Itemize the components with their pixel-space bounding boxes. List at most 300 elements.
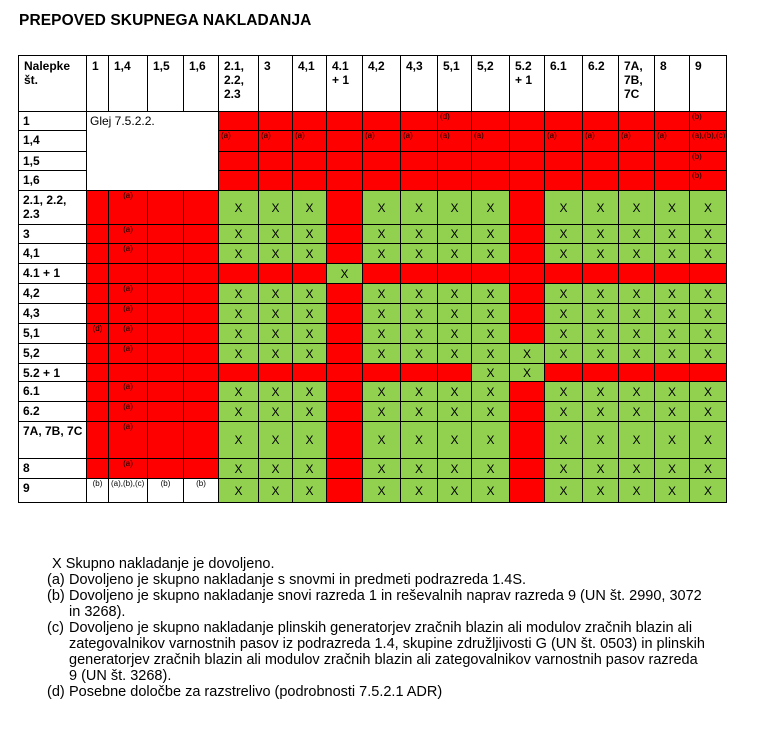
allowed-cell: X bbox=[545, 402, 583, 422]
prohibited-cell bbox=[293, 364, 327, 382]
row-header: 6.1 bbox=[19, 382, 87, 402]
allowed-cell: X bbox=[363, 284, 401, 304]
footnote-mark: (a) bbox=[221, 131, 231, 140]
allowed-cell: X bbox=[690, 225, 727, 244]
legend-item bbox=[47, 684, 707, 700]
footnote-mark: (a) bbox=[657, 131, 667, 140]
allowed-cell: X bbox=[327, 264, 363, 284]
allowed-cell: X bbox=[259, 479, 293, 503]
allowed-cell: X bbox=[293, 459, 327, 479]
prohibited-cell bbox=[327, 112, 363, 131]
footnote-mark: (a) bbox=[123, 225, 133, 234]
column-header: 4,1 bbox=[293, 56, 327, 112]
prohibited-cell bbox=[148, 422, 184, 459]
prohibited-cell bbox=[87, 422, 109, 459]
legend bbox=[47, 556, 707, 700]
allowed-cell: X bbox=[472, 479, 510, 503]
prohibited-cell bbox=[510, 191, 545, 225]
prohibited-cell bbox=[583, 171, 619, 191]
prohibited-cell bbox=[510, 244, 545, 264]
allowed-cell: X bbox=[219, 459, 259, 479]
allowed-cell: X bbox=[583, 402, 619, 422]
prohibited-cell bbox=[87, 284, 109, 304]
allowed-cell: X bbox=[472, 284, 510, 304]
allowed-cell: X bbox=[363, 479, 401, 503]
prohibited-cell bbox=[109, 324, 148, 344]
allowed-cell: X bbox=[259, 382, 293, 402]
allowed-cell: X bbox=[401, 244, 438, 264]
prohibited-cell bbox=[619, 364, 655, 382]
allowed-cell: X bbox=[219, 422, 259, 459]
prohibited-cell bbox=[148, 344, 184, 364]
prohibited-cell bbox=[148, 264, 184, 284]
allowed-cell: X bbox=[583, 225, 619, 244]
allowed-cell: X bbox=[619, 402, 655, 422]
allowed-cell: X bbox=[363, 225, 401, 244]
column-header: 1,6 bbox=[184, 56, 219, 112]
allowed-cell: X bbox=[363, 382, 401, 402]
prohibited-cell bbox=[327, 284, 363, 304]
column-header: 4,3 bbox=[401, 56, 438, 112]
prohibited-cell bbox=[510, 112, 545, 131]
allowed-cell: X bbox=[583, 191, 619, 225]
legend-text: Posebne določbe za razstrelivo (podrobnosti 7.5.2.1 ADR) bbox=[69, 684, 443, 700]
row-header: 3 bbox=[19, 225, 87, 244]
allowed-cell: X bbox=[438, 382, 472, 402]
column-header: 4.1 + 1 bbox=[327, 56, 363, 112]
prohibited-cell bbox=[293, 112, 327, 131]
prohibited-cell bbox=[619, 112, 655, 131]
allowed-cell: X bbox=[259, 402, 293, 422]
footnote-mark: (a) bbox=[261, 131, 271, 140]
allowed-cell: X bbox=[363, 422, 401, 459]
see-note-cell: Glej 7.5.2.2. bbox=[87, 112, 219, 191]
allowed-cell: X bbox=[655, 324, 690, 344]
column-header: 2.1, 2.2, 2.3 bbox=[219, 56, 259, 112]
prohibited-cell bbox=[109, 264, 148, 284]
column-header: 1,5 bbox=[148, 56, 184, 112]
allowed-cell: X bbox=[655, 402, 690, 422]
allowed-cell: X bbox=[219, 324, 259, 344]
allowed-cell: X bbox=[219, 479, 259, 503]
row-header: 4.1 + 1 bbox=[19, 264, 87, 284]
table-cell bbox=[109, 479, 148, 503]
prohibited-cell bbox=[87, 459, 109, 479]
prohibited-cell bbox=[363, 364, 401, 382]
prohibited-cell bbox=[510, 284, 545, 304]
allowed-cell: X bbox=[293, 304, 327, 324]
prohibited-cell bbox=[401, 171, 438, 191]
table-row bbox=[19, 284, 727, 304]
prohibited-cell bbox=[148, 284, 184, 304]
prohibited-cell bbox=[583, 264, 619, 284]
allowed-cell: X bbox=[293, 479, 327, 503]
prohibited-cell bbox=[363, 264, 401, 284]
table-row bbox=[19, 264, 727, 284]
prohibited-cell bbox=[87, 264, 109, 284]
page-title: PREPOVED SKUPNEGA NAKLADANJA bbox=[19, 12, 312, 29]
footnote-mark: (a),(b),(c) bbox=[692, 131, 726, 140]
prohibited-cell bbox=[184, 191, 219, 225]
allowed-cell: X bbox=[655, 225, 690, 244]
prohibited-cell bbox=[259, 171, 293, 191]
allowed-cell: X bbox=[219, 382, 259, 402]
allowed-cell: X bbox=[293, 324, 327, 344]
allowed-cell: X bbox=[619, 422, 655, 459]
prohibited-cell bbox=[363, 131, 401, 152]
prohibited-cell bbox=[690, 131, 727, 152]
allowed-cell: X bbox=[619, 479, 655, 503]
prohibited-cell bbox=[109, 191, 148, 225]
prohibited-cell bbox=[184, 459, 219, 479]
prohibited-cell bbox=[510, 422, 545, 459]
allowed-cell: X bbox=[363, 402, 401, 422]
prohibited-cell bbox=[327, 459, 363, 479]
prohibited-cell bbox=[327, 191, 363, 225]
prohibited-cell bbox=[109, 304, 148, 324]
prohibited-cell bbox=[109, 422, 148, 459]
allowed-cell: X bbox=[401, 225, 438, 244]
prohibited-cell bbox=[510, 479, 545, 503]
allowed-cell: X bbox=[619, 191, 655, 225]
prohibited-cell bbox=[619, 131, 655, 152]
allowed-cell: X bbox=[219, 304, 259, 324]
allowed-cell: X bbox=[510, 344, 545, 364]
allowed-cell: X bbox=[619, 324, 655, 344]
header-row bbox=[19, 56, 727, 112]
prohibited-cell bbox=[219, 131, 259, 152]
row-header: 2.1, 2.2, 2.3 bbox=[19, 191, 87, 225]
prohibited-cell bbox=[148, 459, 184, 479]
column-header: 1,4 bbox=[109, 56, 148, 112]
allowed-cell: X bbox=[583, 284, 619, 304]
allowed-cell: X bbox=[438, 422, 472, 459]
allowed-cell: X bbox=[438, 304, 472, 324]
prohibited-cell bbox=[327, 479, 363, 503]
legend-text: Dovoljeno je skupno nakladanje plinskih generatorjev zračnih blazin ali modulov zračnih blazin ali zategovalnikov varnostnih pasov iz podrazreda 1.4, skupine združljivosti G (UN št. 0503) in plinskih generatorjev zračnih blazin ali modulov zračnih blazin ali zategovalnikov varnostnih pasov razreda 9 (UN št. 3268). bbox=[69, 620, 705, 684]
allowed-cell: X bbox=[472, 402, 510, 422]
prohibited-cell bbox=[259, 131, 293, 152]
allowed-cell: X bbox=[690, 382, 727, 402]
prohibited-cell bbox=[219, 112, 259, 131]
column-header: 9 bbox=[690, 56, 727, 112]
prohibited-cell bbox=[327, 131, 363, 152]
allowed-cell: X bbox=[545, 344, 583, 364]
allowed-cell: X bbox=[219, 402, 259, 422]
prohibited-cell bbox=[401, 131, 438, 152]
prohibited-cell bbox=[87, 402, 109, 422]
allowed-cell: X bbox=[619, 382, 655, 402]
prohibited-cell bbox=[109, 364, 148, 382]
column-header: 1 bbox=[87, 56, 109, 112]
allowed-cell: X bbox=[545, 191, 583, 225]
prohibited-cell bbox=[583, 131, 619, 152]
allowed-cell: X bbox=[438, 479, 472, 503]
footnote-mark: (a),(b),(c) bbox=[111, 479, 145, 488]
prohibited-cell bbox=[87, 225, 109, 244]
allowed-cell: X bbox=[293, 382, 327, 402]
footnote-mark: (d) bbox=[440, 112, 450, 121]
prohibited-cell bbox=[655, 264, 690, 284]
prohibited-cell bbox=[655, 152, 690, 171]
prohibited-cell bbox=[109, 382, 148, 402]
row-header: 1,5 bbox=[19, 152, 87, 171]
row-header: 8 bbox=[19, 459, 87, 479]
allowed-cell: X bbox=[293, 225, 327, 244]
allowed-cell: X bbox=[438, 244, 472, 264]
prohibited-cell bbox=[327, 225, 363, 244]
table-row bbox=[19, 244, 727, 264]
allowed-cell: X bbox=[259, 422, 293, 459]
footnote-mark: (a) bbox=[123, 382, 133, 391]
allowed-cell: X bbox=[690, 244, 727, 264]
allowed-cell: X bbox=[259, 284, 293, 304]
prohibited-cell bbox=[293, 264, 327, 284]
prohibited-cell bbox=[259, 264, 293, 284]
prohibited-cell bbox=[87, 304, 109, 324]
prohibited-cell bbox=[401, 112, 438, 131]
allowed-cell: X bbox=[293, 284, 327, 304]
footnote-mark: (a) bbox=[403, 131, 413, 140]
prohibited-cell bbox=[87, 324, 109, 344]
legend-text: Dovoljeno je skupno nakladanje s snovmi in predmeti podrazreda 1.4S. bbox=[69, 572, 527, 588]
prohibited-cell bbox=[438, 152, 472, 171]
allowed-cell: X bbox=[472, 324, 510, 344]
allowed-cell: X bbox=[293, 191, 327, 225]
row-header: 1 bbox=[19, 112, 87, 131]
footnote-mark: (a) bbox=[123, 422, 133, 431]
legend-marker: (a) bbox=[47, 572, 65, 588]
prohibited-cell bbox=[690, 112, 727, 131]
prohibited-cell bbox=[327, 402, 363, 422]
row-header: 5.2 + 1 bbox=[19, 364, 87, 382]
allowed-cell: X bbox=[655, 479, 690, 503]
allowed-cell: X bbox=[472, 364, 510, 382]
prohibited-cell bbox=[293, 131, 327, 152]
allowed-cell: X bbox=[619, 284, 655, 304]
allowed-cell: X bbox=[655, 459, 690, 479]
prohibited-cell bbox=[148, 304, 184, 324]
allowed-cell: X bbox=[259, 244, 293, 264]
allowed-cell: X bbox=[472, 344, 510, 364]
table-row bbox=[19, 382, 727, 402]
prohibited-cell bbox=[545, 171, 583, 191]
legend-marker: (d) bbox=[47, 684, 65, 700]
allowed-cell: X bbox=[293, 402, 327, 422]
prohibited-cell bbox=[184, 344, 219, 364]
allowed-cell: X bbox=[583, 422, 619, 459]
allowed-cell: X bbox=[472, 225, 510, 244]
prohibited-cell bbox=[293, 171, 327, 191]
row-header: 4,1 bbox=[19, 244, 87, 264]
prohibited-cell bbox=[545, 152, 583, 171]
prohibited-cell bbox=[259, 112, 293, 131]
allowed-cell: X bbox=[363, 304, 401, 324]
prohibited-cell bbox=[148, 324, 184, 344]
allowed-cell: X bbox=[438, 191, 472, 225]
prohibited-cell bbox=[327, 304, 363, 324]
legend-text: Dovoljeno je skupno nakladanje snovi razreda 1 in reševalnih naprav razreda 9 (UN št. 2990, 3072 in 3268). bbox=[69, 588, 702, 620]
allowed-cell: X bbox=[619, 344, 655, 364]
prohibited-cell bbox=[583, 364, 619, 382]
prohibited-cell bbox=[184, 382, 219, 402]
prohibited-cell bbox=[363, 112, 401, 131]
allowed-cell: X bbox=[401, 479, 438, 503]
prohibited-cell bbox=[545, 364, 583, 382]
allowed-cell: X bbox=[401, 459, 438, 479]
prohibited-cell bbox=[87, 244, 109, 264]
row-header: 1,4 bbox=[19, 131, 87, 152]
table-cell bbox=[87, 479, 109, 503]
table-row bbox=[19, 344, 727, 364]
legend-item bbox=[47, 588, 707, 620]
allowed-cell: X bbox=[219, 191, 259, 225]
prohibited-cell bbox=[510, 402, 545, 422]
allowed-cell: X bbox=[690, 344, 727, 364]
prohibited-cell bbox=[109, 402, 148, 422]
prohibited-cell bbox=[109, 459, 148, 479]
prohibited-cell bbox=[401, 264, 438, 284]
allowed-cell: X bbox=[401, 422, 438, 459]
table-row bbox=[19, 324, 727, 344]
allowed-cell: X bbox=[690, 304, 727, 324]
allowed-cell: X bbox=[401, 382, 438, 402]
prohibited-cell bbox=[87, 364, 109, 382]
prohibited-cell bbox=[219, 152, 259, 171]
mixed-loading-table bbox=[18, 55, 727, 503]
prohibited-cell bbox=[655, 171, 690, 191]
allowed-cell: X bbox=[259, 344, 293, 364]
prohibited-cell bbox=[438, 264, 472, 284]
column-header: 3 bbox=[259, 56, 293, 112]
footnote-mark: (a) bbox=[585, 131, 595, 140]
prohibited-cell bbox=[109, 225, 148, 244]
allowed-cell: X bbox=[545, 284, 583, 304]
prohibited-cell bbox=[327, 344, 363, 364]
row-header: 4,2 bbox=[19, 284, 87, 304]
corner-header: Nalepke št. bbox=[19, 56, 87, 112]
prohibited-cell bbox=[472, 112, 510, 131]
allowed-cell: X bbox=[690, 324, 727, 344]
allowed-cell: X bbox=[655, 244, 690, 264]
footnote-mark: (d) bbox=[92, 324, 103, 333]
allowed-cell: X bbox=[472, 191, 510, 225]
prohibited-cell bbox=[690, 364, 727, 382]
prohibited-cell bbox=[438, 364, 472, 382]
prohibited-cell bbox=[510, 131, 545, 152]
prohibited-cell bbox=[327, 324, 363, 344]
allowed-cell: X bbox=[363, 344, 401, 364]
prohibited-cell bbox=[327, 171, 363, 191]
prohibited-cell bbox=[510, 324, 545, 344]
allowed-cell: X bbox=[293, 422, 327, 459]
prohibited-cell bbox=[327, 382, 363, 402]
prohibited-cell bbox=[583, 152, 619, 171]
prohibited-cell bbox=[619, 152, 655, 171]
prohibited-cell bbox=[583, 112, 619, 131]
allowed-cell: X bbox=[655, 284, 690, 304]
prohibited-cell bbox=[109, 284, 148, 304]
footnote-mark: (b) bbox=[160, 479, 171, 488]
prohibited-cell bbox=[148, 364, 184, 382]
row-header: 9 bbox=[19, 479, 87, 503]
prohibited-cell bbox=[327, 152, 363, 171]
prohibited-cell bbox=[690, 264, 727, 284]
row-header: 7A, 7B, 7C bbox=[19, 422, 87, 459]
prohibited-cell bbox=[87, 191, 109, 225]
allowed-cell: X bbox=[401, 304, 438, 324]
allowed-cell: X bbox=[363, 459, 401, 479]
allowed-cell: X bbox=[545, 324, 583, 344]
legend-marker: X bbox=[52, 556, 62, 572]
row-header: 6.2 bbox=[19, 402, 87, 422]
allowed-cell: X bbox=[690, 284, 727, 304]
prohibited-cell bbox=[259, 364, 293, 382]
legend-marker: (c) bbox=[47, 620, 64, 636]
legend-item bbox=[47, 572, 707, 588]
column-header: 6.1 bbox=[545, 56, 583, 112]
prohibited-cell bbox=[472, 264, 510, 284]
allowed-cell: X bbox=[401, 344, 438, 364]
prohibited-cell bbox=[363, 171, 401, 191]
legend-item bbox=[47, 556, 707, 572]
allowed-cell: X bbox=[583, 244, 619, 264]
row-header: 5,2 bbox=[19, 344, 87, 364]
prohibited-cell bbox=[148, 244, 184, 264]
allowed-cell: X bbox=[583, 344, 619, 364]
column-header: 7A, 7B, 7C bbox=[619, 56, 655, 112]
allowed-cell: X bbox=[438, 225, 472, 244]
allowed-cell: X bbox=[690, 422, 727, 459]
prohibited-cell bbox=[510, 264, 545, 284]
footnote-mark: (a) bbox=[123, 284, 133, 293]
allowed-cell: X bbox=[401, 402, 438, 422]
allowed-cell: X bbox=[472, 459, 510, 479]
allowed-cell: X bbox=[690, 479, 727, 503]
allowed-cell: X bbox=[259, 304, 293, 324]
allowed-cell: X bbox=[583, 382, 619, 402]
allowed-cell: X bbox=[472, 422, 510, 459]
footnote-mark: (a) bbox=[123, 324, 133, 333]
allowed-cell: X bbox=[438, 284, 472, 304]
footnote-mark: (a) bbox=[123, 344, 133, 353]
allowed-cell: X bbox=[583, 479, 619, 503]
footnote-mark: (a) bbox=[295, 131, 305, 140]
allowed-cell: X bbox=[655, 191, 690, 225]
prohibited-cell bbox=[327, 244, 363, 264]
allowed-cell: X bbox=[690, 191, 727, 225]
prohibited-cell bbox=[510, 459, 545, 479]
footnote-mark: (b) bbox=[692, 112, 702, 121]
allowed-cell: X bbox=[438, 402, 472, 422]
allowed-cell: X bbox=[655, 422, 690, 459]
prohibited-cell bbox=[438, 112, 472, 131]
allowed-cell: X bbox=[219, 244, 259, 264]
prohibited-cell bbox=[363, 152, 401, 171]
table-row bbox=[19, 459, 727, 479]
table-row bbox=[19, 364, 727, 382]
prohibited-cell bbox=[184, 324, 219, 344]
allowed-cell: X bbox=[472, 304, 510, 324]
prohibited-cell bbox=[472, 171, 510, 191]
allowed-cell: X bbox=[219, 225, 259, 244]
prohibited-cell bbox=[619, 264, 655, 284]
legend-marker: (b) bbox=[47, 588, 65, 604]
prohibited-cell bbox=[87, 344, 109, 364]
allowed-cell: X bbox=[619, 304, 655, 324]
column-header: 5.2 + 1 bbox=[510, 56, 545, 112]
prohibited-cell bbox=[87, 382, 109, 402]
